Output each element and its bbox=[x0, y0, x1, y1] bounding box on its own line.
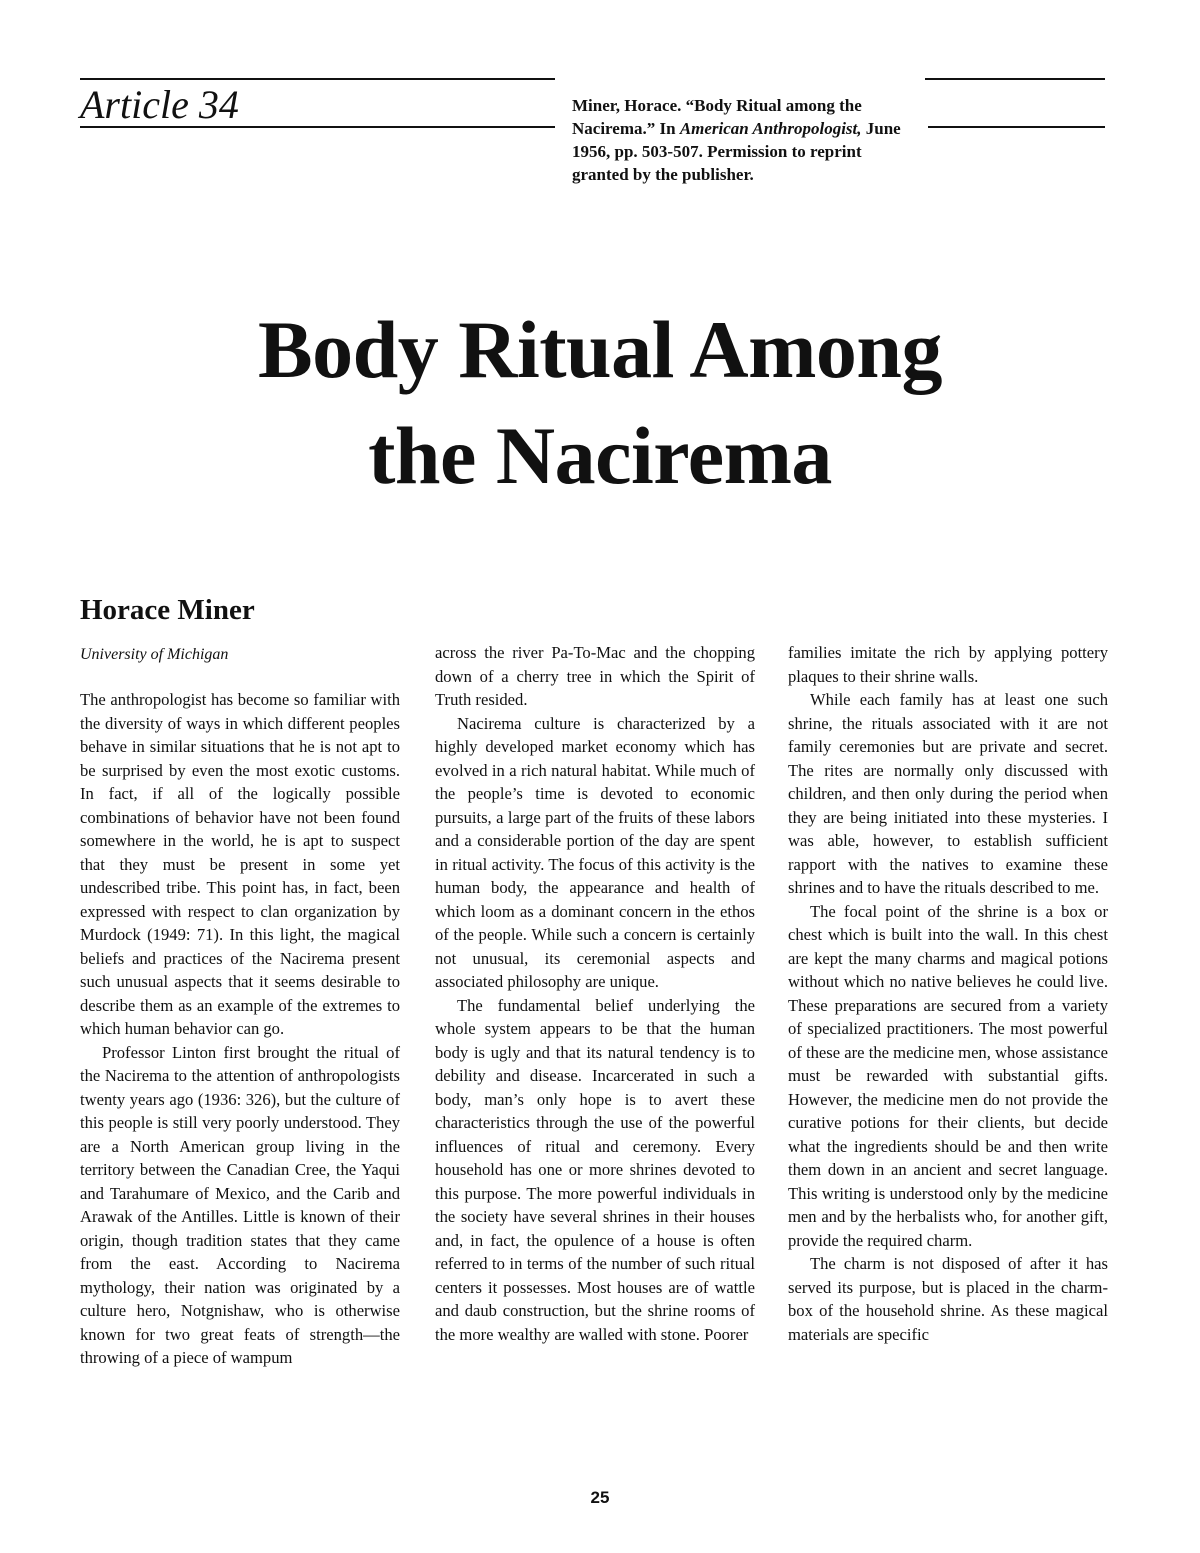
paragraph: The charm is not disposed of after it has served its purpose, but is placed in the charm-box of the household shrine. As these magical materials are specific bbox=[788, 1254, 1108, 1344]
paragraph: The focal point of the shrine is a box or chest which is built into the wall. In this chest are kept the many charms and magical potions without which no native believes he could live. These preparations are secured from a variety of specialized practitioners. The most powerful of these are the medicine men, whose assistance must be rewarded with substantial gifts. However, the medicine men do not provide the curative potions for their clients, but decide what the ingredients should be and then write them down in an ancient and secret language. This writing is understood only by the medicine men and by the herbalists who, for another gift, provide the required charm. bbox=[788, 901, 1108, 1250]
paragraph: Professor Linton first brought the ritual of the Nacirema to the attention of anthropologists twenty years ago (1936: 326), but the culture of this people is still very poorly understood. They are a North American group living in the territory between the Canadian Cree, the Yaqui and Tarahumare of Mexico, and the Carib and Arawak of the Antilles. Little is known of their origin, though tradition states that they came from the east. According to Nacirema mythology, their nation was originated by a culture hero, Notgnishaw, who is otherwise known for two great feats of strength—the throwing of a piece of wampum bbox=[80, 1042, 400, 1367]
header-rule-top-left bbox=[80, 78, 555, 80]
author-name: Horace Miner bbox=[80, 594, 255, 626]
paragraph: The fundamental belief underlying the whole system appears to be that the human body is ugly and that its natural tendency is to debility and disease. Incarcerated in such a body, man’s only hope is to avert these characteristics through the use of the powerful influences of ritual and ceremony. Every household has one or more shrines devoted to this purpose. The more powerful individuals in the society have several shrines in their houses and, in fact, the opulence of a house is often referred to in terms of the number of such ritual centers it possesses. Most houses are of wattle and daub construction, but the shrine rooms of the more wealthy are walled with stone. Poorer bbox=[435, 995, 755, 1344]
text-column-3 bbox=[788, 641, 1108, 1346]
author-affiliation: University of Michigan bbox=[80, 646, 229, 663]
paragraph: Nacirema culture is characterized by a highly developed market economy which has evolved in a rich natural habitat. While much of the people’s time is devoted to economic pursuits, a large part of the fruits of these labors and a considerable portion of the day are spent in ritual activity. The focus of this activity is the human body, the appearance and health of which loom as a dominant concern in the ethos of the people. While such a concern is certainly not unusual, its ceremonial aspects and associated philosophy are unique. bbox=[435, 713, 755, 991]
paragraph: families imitate the rich by applying pottery plaques to their shrine walls. bbox=[788, 643, 1108, 686]
citation-journal: American Anthropologist, bbox=[679, 119, 862, 138]
header-rule-bottom-right bbox=[928, 126, 1105, 128]
article-title-line-2: the Nacirema bbox=[368, 410, 832, 501]
text-column-1 bbox=[80, 688, 400, 1370]
article-label: Article 34 bbox=[80, 82, 239, 127]
paragraph: The anthropologist has become so familiar with the diversity of ways in which different peoples behave in similar situations that he is not apt to be surprised by even the most exotic customs. In fact, if all of the logically possible combinations of behavior have not been found somewhere in the world, he is apt to suspect that they must be present in some yet undescribed tribe. This point has, in fact, been expressed with respect to clan organization by Murdock (1949: 71). In this light, the magical beliefs and practices of the Nacirema present such unusual aspects that it seems desirable to describe them as an example of the extremes to which human behavior can go. bbox=[80, 690, 400, 1038]
citation-text-2: June 1956, pp. 503-507. Permission to reprint granted by the publisher. bbox=[572, 119, 901, 184]
citation bbox=[572, 94, 917, 186]
text-column-2 bbox=[435, 641, 755, 1346]
header-rule-top-right bbox=[925, 78, 1105, 80]
citation-text-1: Miner, Horace. “Body Ritual among the Nacirema.” In bbox=[572, 96, 862, 138]
paragraph: across the river Pa-To-Mac and the chopping down of a cherry tree in which the Spirit of Truth resided. bbox=[435, 643, 755, 709]
article-title-line-1: Body Ritual Among bbox=[257, 304, 943, 395]
paragraph: While each family has at least one such shrine, the rituals associated with it are not family ceremonies but are private and secret. The rites are normally only discussed with children, and then only during the period when they are being initiated into these mysteries. I was able, however, to establish sufficient rapport with the natives to examine these shrines and to have the rituals described to me. bbox=[788, 690, 1108, 897]
page-number: 25 bbox=[590, 1488, 610, 1507]
